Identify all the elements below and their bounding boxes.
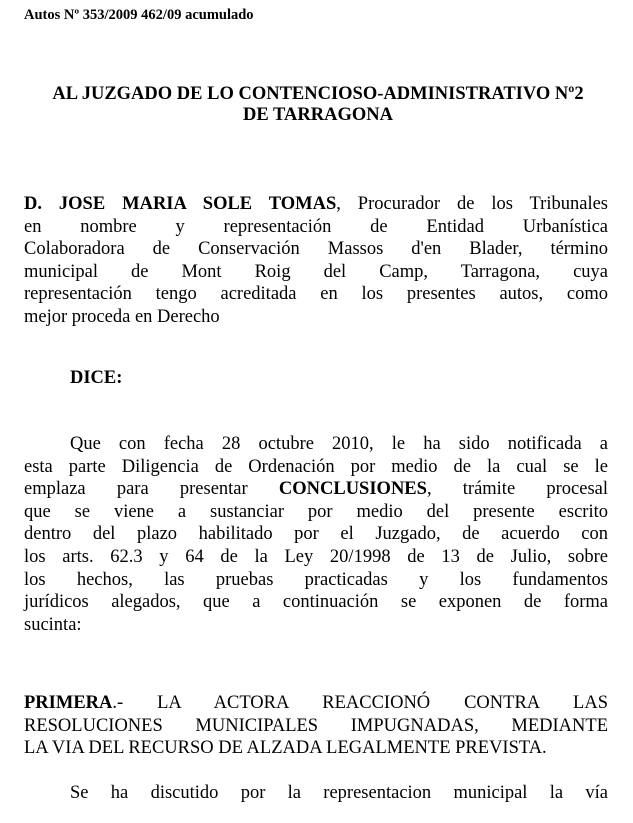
intro-line-5: representación tengo acreditada en los presentes autos, como xyxy=(24,284,608,305)
procurador-name: D. JOSE MARIA SOLE TOMAS xyxy=(24,194,337,214)
body-line-2: esta parte Diligencia de Ordenación por medio de la cual se le xyxy=(24,456,608,477)
body-line-4: que se viene a sustanciar por medio del presente escrito xyxy=(24,501,608,522)
intro-line-6: mejor proceda en Derecho xyxy=(24,306,220,327)
primera-line-2: RESOLUCIONES MUNICIPALES IMPUGNADAS, MEDIANTE xyxy=(24,715,608,736)
body-line-9: sucinta: xyxy=(24,614,82,635)
body-line-5: dentro del plazo habilitado por el Juzgado, de acuerdo con xyxy=(24,524,608,545)
closing-paragraph xyxy=(24,782,608,805)
body-line-1: Que con fecha 28 octubre 2010, le ha sido notificada a xyxy=(70,434,608,454)
primera-section xyxy=(24,692,608,760)
intro-line-4: municipal de Mont Roig del Camp, Tarragona, cuya xyxy=(24,261,608,282)
intro-line-2: en nombre y representación de Entidad Urbanística xyxy=(24,216,608,237)
primera-label: PRIMERA xyxy=(24,693,113,713)
body-line-8: jurídicos alegados, que a continuación se exponen de forma xyxy=(24,592,608,613)
primera-line-1: PRIMERA.- LA ACTORA REACCIONÓ CONTRA LAS xyxy=(24,693,608,713)
intro-line-3: Colaboradora de Conservación Massos d'en Blader, término xyxy=(24,239,608,260)
dice-heading: DICE: xyxy=(70,368,123,388)
body-line-3: emplaza para presentar CONCLUSIONES, trámite procesal xyxy=(24,479,609,500)
primera-line-3: LA VIA DEL RECURSO DE ALZADA LEGALMENTE PREVISTA. xyxy=(24,738,547,759)
court-heading-line-1: AL JUZGADO DE LO CONTENCIOSO-ADMINISTRATIVO Nº2 xyxy=(52,84,584,104)
court-heading-line-2: DE TARRAGONA xyxy=(243,105,393,125)
body-line-6: los arts. 62.3 y 64 de la Ley 20/1998 de 13 de Julio, sobre xyxy=(24,546,608,567)
body-paragraph xyxy=(24,433,608,636)
body-line-7: los hechos, las pruebas practicadas y los fundamentos xyxy=(24,569,608,590)
case-reference: Autos Nº 353/2009 462/09 acumulado xyxy=(24,7,254,23)
intro-paragraph xyxy=(24,193,608,329)
closing-line-1: Se ha discutido por la representacion municipal la vía xyxy=(70,783,608,803)
intro-line-1: D. JOSE MARIA SOLE TOMAS, Procurador de los Tribunales xyxy=(24,194,608,214)
conclusiones-term: CONCLUSIONES xyxy=(278,479,427,500)
